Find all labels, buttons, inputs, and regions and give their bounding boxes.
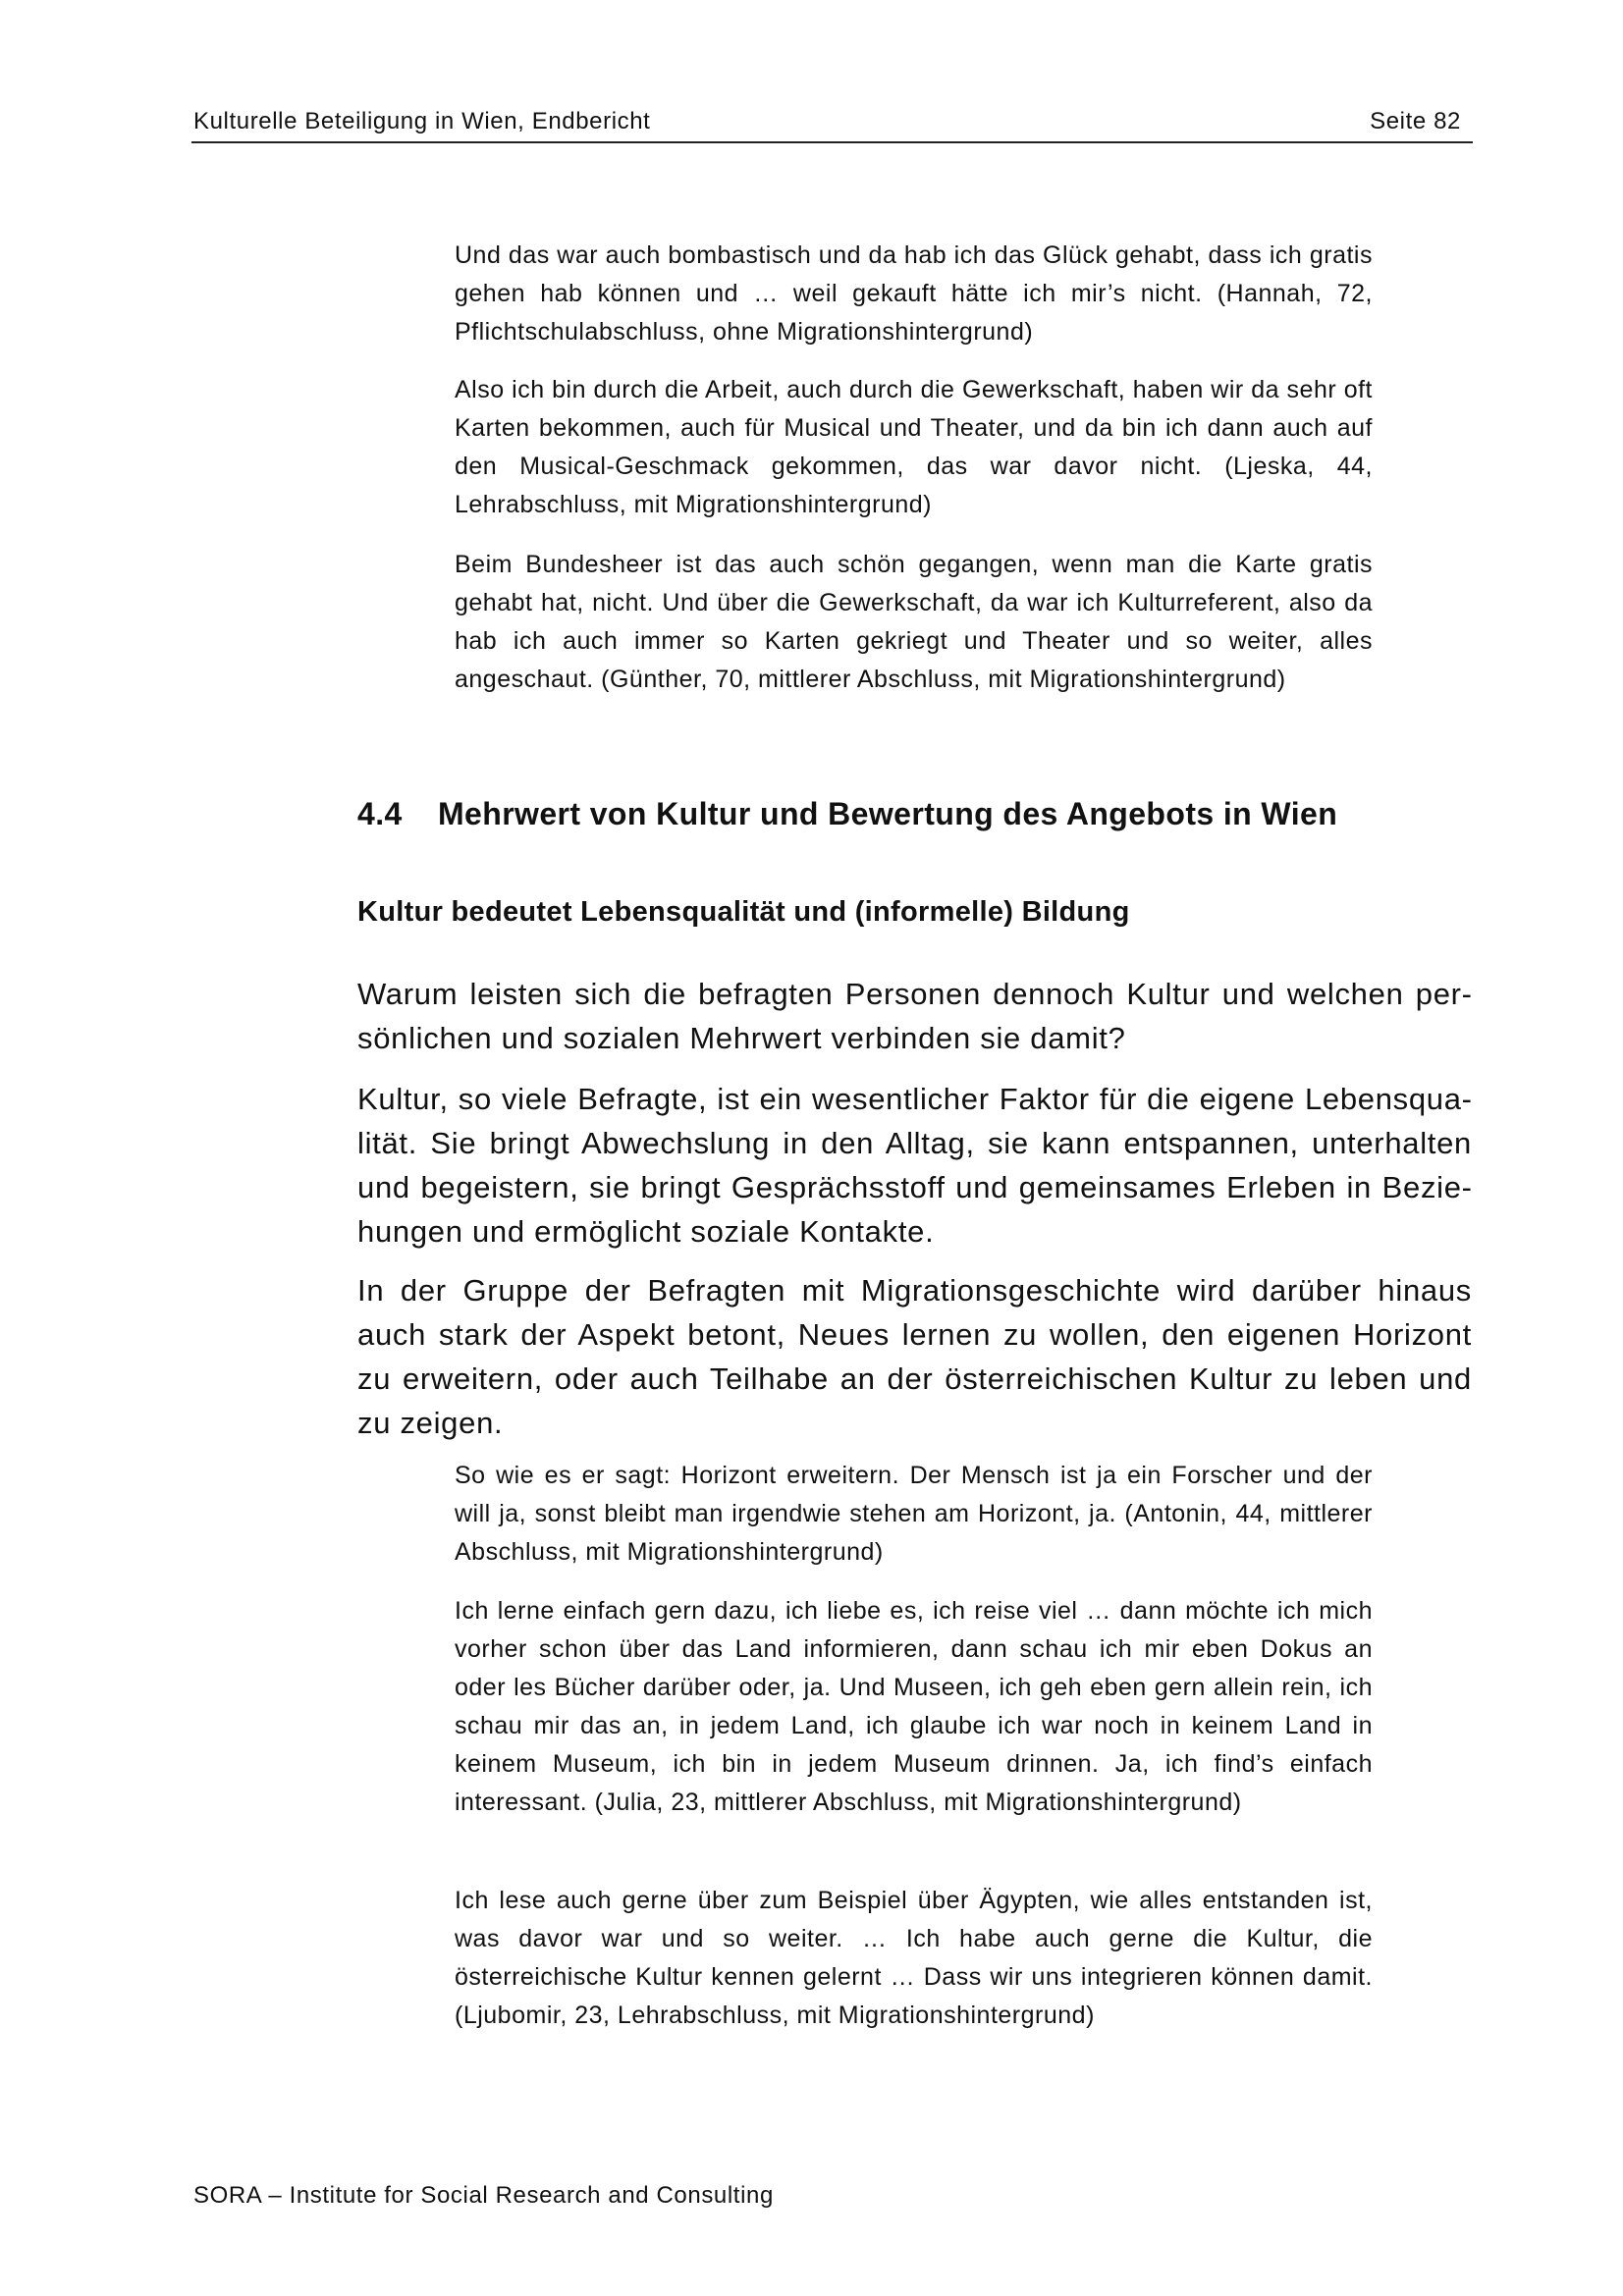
section-number: 4.4 [357, 796, 403, 831]
page-footer: SORA – Institute for Social Research and Consulting [193, 2182, 774, 2209]
section-title: Mehrwert von Kultur und Bewertung des Angebots in Wien [438, 796, 1338, 831]
page-number: Seite 82 [1370, 108, 1461, 134]
body-paragraph: In der Gruppe der Befragten mit Migrationsgeschichte wird darüber hinaus auch stark der Aspekt betont, Neues lernen zu wollen, den eigenen Horizont zu erweitern, oder auch Teilhabe an der österreichischen Kultur zu leben und zu zeigen. [357, 1273, 1472, 1440]
document-title: Kulturelle Beteiligung in Wien, Endbericht [193, 108, 651, 134]
interview-quote: So wie es er sagt: Horizont erweitern. Der Mensch ist ja ein Forscher und der will ja, sonst bleibt man irgendwie stehen am Horizont, ja. (Antonin, 44, mittlerer Abschluss, mit Migrationshintergrund) [455, 1462, 1373, 1566]
body-paragraph: Kultur, so viele Befragte, ist ein wesentlicher Faktor für die eigene Lebensqualität. Sie bringt Abwechslung in den Alltag, sie kann entspannen, unterhalten und begeistern, sie bringt Gesprächsstoff und gemeinsames Erleben in Beziehungen und ermöglicht soziale Kontakte. [357, 1082, 1472, 1249]
subsection-heading: Kultur bedeutet Lebensqualität und (informelle) Bildung [357, 896, 1130, 928]
interview-quote: Beim Bundesheer ist das auch schön gegangen, wenn man die Karte gratis gehabt hat, nicht. Und über die Gewerkschaft, da war ich Kulturreferent, also da hab ich auch immer so Karten gekriegt und Theater und so weiter, alles angeschaut. (Günther, 70, mittlerer Abschluss, mit Migrationshintergrund) [455, 551, 1373, 693]
page-header [191, 102, 1473, 143]
interview-quote: Ich lese auch gerne über zum Beispiel über Ägypten, wie alles entstanden ist, was davor war und so weiter. … Ich habe auch gerne die Kultur, die österreichische Kultur kennen gelernt … Dass wir uns integrieren können damit. (Ljubomir, 23, Lehrabschluss, mit Migrationshintergrund) [455, 1887, 1373, 2029]
interview-quote: Also ich bin durch die Arbeit, auch durch die Gewerkschaft, haben wir da sehr oft Karten bekommen, auch für Musical und Theater, und da bin ich dann auch auf den Musical-Geschmack gekommen, das war davor nicht. (Ljeska, 44, Lehrabschluss, mit Migrationshintergrund) [455, 376, 1373, 518]
section-heading [357, 787, 1337, 840]
interview-quote: Und das war auch bombastisch und da hab ich das Glück gehabt, dass ich gratis gehen hab können und … weil gekauft hätte ich mir’s nicht. (Hannah, 72, Pflichtschulabschluss, ohne Migrationshintergrund) [455, 241, 1373, 346]
interview-quote: Ich lerne einfach gern dazu, ich liebe es, ich reise viel … dann möchte ich mich vorher schon über das Land informieren, dann schau ich mir eben Dokus an oder les Bücher darüber oder, ja. Und Museen, ich geh eben gern allein rein, ich schau mir das an, in jedem Land, ich glaube ich war noch in keinem Land in keinem Museum, ich bin in jedem Museum drinnen. Ja, ich find’s einfach interessant. (Julia, 23, mittlerer Abschluss, mit Migrationshintergrund) [455, 1597, 1373, 1816]
body-paragraph: Warum leisten sich die befragten Personen dennoch Kultur und welchen persönlichen und sozialen Mehrwert verbinden sie damit? [357, 977, 1472, 1055]
